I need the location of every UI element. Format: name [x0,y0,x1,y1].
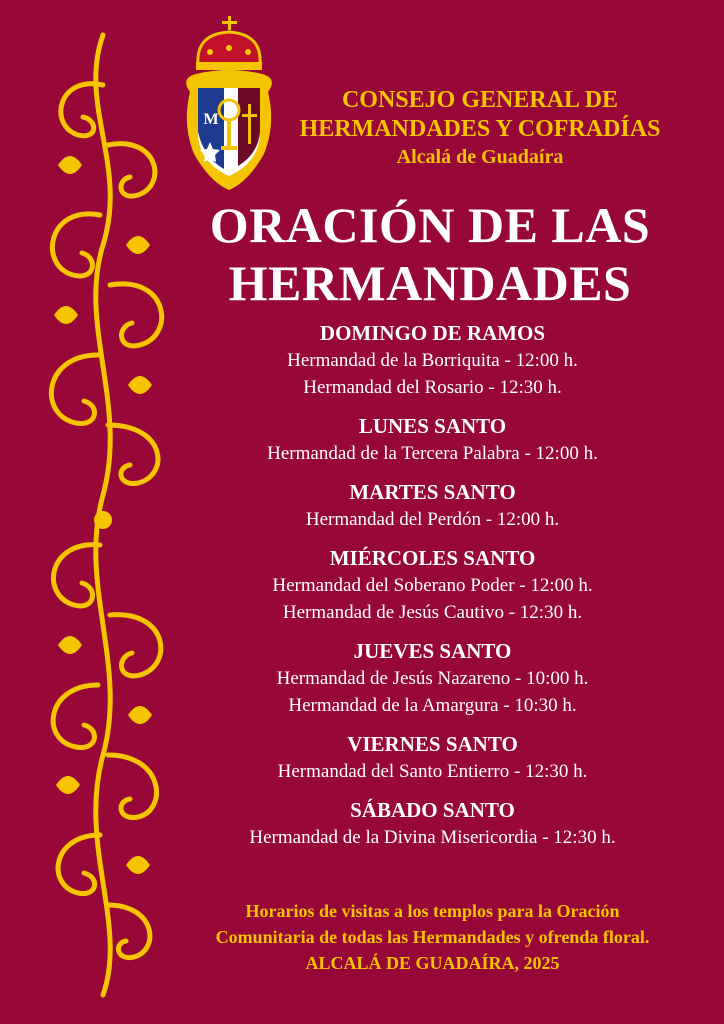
footer-note [160,898,705,976]
day-title: MIÉRCOLES SANTO [329,546,536,570]
footer-line-3: ALCALÁ DE GUADAÍRA, 2025 [305,953,560,973]
footer-line-1: Horarios de visitas a los templos para la Oración [245,901,620,921]
schedule-entry: Hermandad de la Tercera Palabra - 12:00 h. [267,443,598,464]
schedule-entry: Hermandad de Jesús Nazareno - 10:00 h. [276,668,589,689]
schedule-day [180,638,685,719]
schedule-day [180,797,685,851]
footer-line-2: Comunitaria de todas las Hermandades y ofrenda floral. [215,927,650,947]
title-line-2: HERMANDADES [228,255,632,311]
crest-emblem-icon [176,14,280,192]
day-title: MARTES SANTO [349,480,516,504]
schedule [180,320,685,863]
schedule-day [180,731,685,785]
day-title: LUNES SANTO [358,414,507,438]
schedule-entry: Hermandad del Rosario - 12:30 h. [303,377,562,398]
schedule-entry: Hermandad de la Amargura - 10:30 h. [288,695,577,716]
title-line-1: ORACIÓN DE LAS [209,197,651,253]
schedule-entry: Hermandad del Perdón - 12:00 h. [305,509,560,530]
schedule-entry: Hermandad del Santo Entierro - 12:30 h. [277,761,588,782]
council-line-3: Alcalá de Guadaíra [396,146,564,168]
schedule-entry: Hermandad de la Borriquita - 12:00 h. [287,350,578,371]
day-title: SÁBADO SANTO [350,798,515,822]
schedule-day [180,413,685,467]
svg-text:M: M [203,111,219,128]
council-line-1: CONSEJO GENERAL DE [341,87,619,113]
council-header [270,86,690,170]
schedule-entry: Hermandad de la Divina Misericordia - 12:30 h. [249,827,616,848]
schedule-entry: Hermandad de Jesús Cautivo - 12:30 h. [282,602,583,623]
day-title: DOMINGO DE RAMOS [319,321,546,345]
day-title: VIERNES SANTO [347,732,518,756]
schedule-entry: Hermandad del Soberano Poder - 12:00 h. [272,575,593,596]
page-title [170,196,690,312]
council-line-2: HERMANDADES Y COFRADÍAS [299,116,661,142]
gold-filigree-ornament-icon [18,25,188,1005]
schedule-day [180,320,685,401]
schedule-day [180,479,685,533]
schedule-day [180,545,685,626]
day-title: JUEVES SANTO [353,639,512,663]
